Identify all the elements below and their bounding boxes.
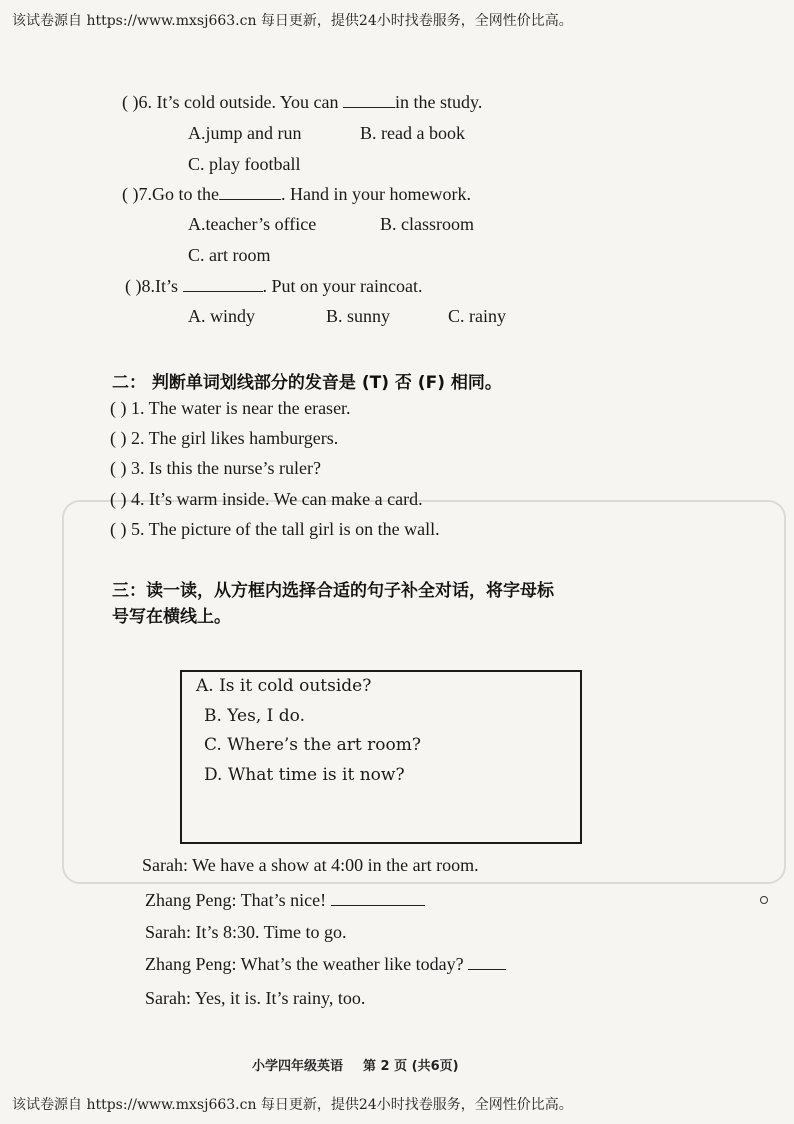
q8-option-b: B. sunny xyxy=(326,306,391,326)
question-6: ( )6. It’s cold outside. You can in the study. xyxy=(122,92,483,112)
binding-hole-mark xyxy=(760,896,768,904)
q8-option-a: A. windy xyxy=(188,306,255,326)
tf-item-3[interactable]: ( ) 3. Is this the nurse’s ruler? xyxy=(110,458,321,478)
choice-c: C. Where’s the art room? xyxy=(204,735,421,755)
q6-option-c: C. play football xyxy=(188,154,301,174)
dialogue-line-5: Sarah: Yes, it is. It’s rainy, too. xyxy=(145,988,366,1008)
answer-paren[interactable]: ( ) xyxy=(125,276,142,296)
tf-item-4[interactable]: ( ) 4. It’s warm inside. We can make a card. xyxy=(110,489,423,509)
tf-item-5[interactable]: ( ) 5. The picture of the tall girl is on the wall. xyxy=(110,519,440,539)
tf-item-1[interactable]: ( ) 1. The water is near the eraser. xyxy=(110,398,351,418)
answer-blank[interactable] xyxy=(219,185,281,200)
part2-title: 二： 判断单词划线部分的发音是 (T) 否 (F) 相同。 xyxy=(112,373,502,393)
source-header: 该试卷源自 https://www.mxsj663.cn 每日更新，提供24小时找卷服务，全网性价比高。 xyxy=(12,13,573,29)
q7-option-b: B. classroom xyxy=(380,214,474,234)
answer-blank[interactable] xyxy=(343,93,395,108)
question-8: ( )8.It’s . Put on your raincoat. xyxy=(125,276,423,296)
q6-option-a: A.jump and run xyxy=(188,123,302,143)
answer-paren[interactable]: ( ) xyxy=(122,92,139,112)
dialogue-blank-1[interactable] xyxy=(331,891,425,906)
q6-option-b: B. read a book xyxy=(360,123,465,143)
source-footer: 该试卷源自 https://www.mxsj663.cn 每日更新，提供24小时找卷服务，全网性价比高。 xyxy=(12,1097,573,1113)
choice-a: A. Is it cold outside? xyxy=(196,676,372,696)
part3-title-cont: 号写在横线上。 xyxy=(112,607,231,627)
footer-page-number: 第 2 页 (共6页) xyxy=(363,1059,459,1074)
tf-item-2[interactable]: ( ) 2. The girl likes hamburgers. xyxy=(110,428,339,448)
dialogue-line-2: Zhang Peng: That’s nice! xyxy=(145,890,425,911)
answer-blank[interactable] xyxy=(183,277,263,292)
part3-title: 三：读一读，从方框内选择合适的句子补全对话，将字母标 xyxy=(112,581,554,601)
choice-box xyxy=(180,670,582,844)
page-footer xyxy=(252,1055,479,1074)
choice-d: D. What time is it now? xyxy=(204,765,405,785)
dialogue-line-3: Sarah: It’s 8:30. Time to go. xyxy=(145,922,347,942)
dialogue-line-4: Zhang Peng: What’s the weather like today? xyxy=(145,954,506,975)
q7-option-c: C. art room xyxy=(188,245,271,265)
choice-b: B. Yes, I do. xyxy=(204,706,305,726)
dialogue-blank-2[interactable] xyxy=(468,955,506,970)
q8-option-c: C. rainy xyxy=(448,306,506,326)
question-7: ( )7.Go to the . Hand in your homework. xyxy=(122,184,471,204)
answer-paren[interactable]: ( ) xyxy=(122,184,139,204)
footer-subject: 小学四年级英语 xyxy=(252,1059,344,1074)
q7-option-a: A.teacher’s office xyxy=(188,214,317,234)
dialogue-line-1: Sarah: We have a show at 4:00 in the art room. xyxy=(142,855,479,875)
